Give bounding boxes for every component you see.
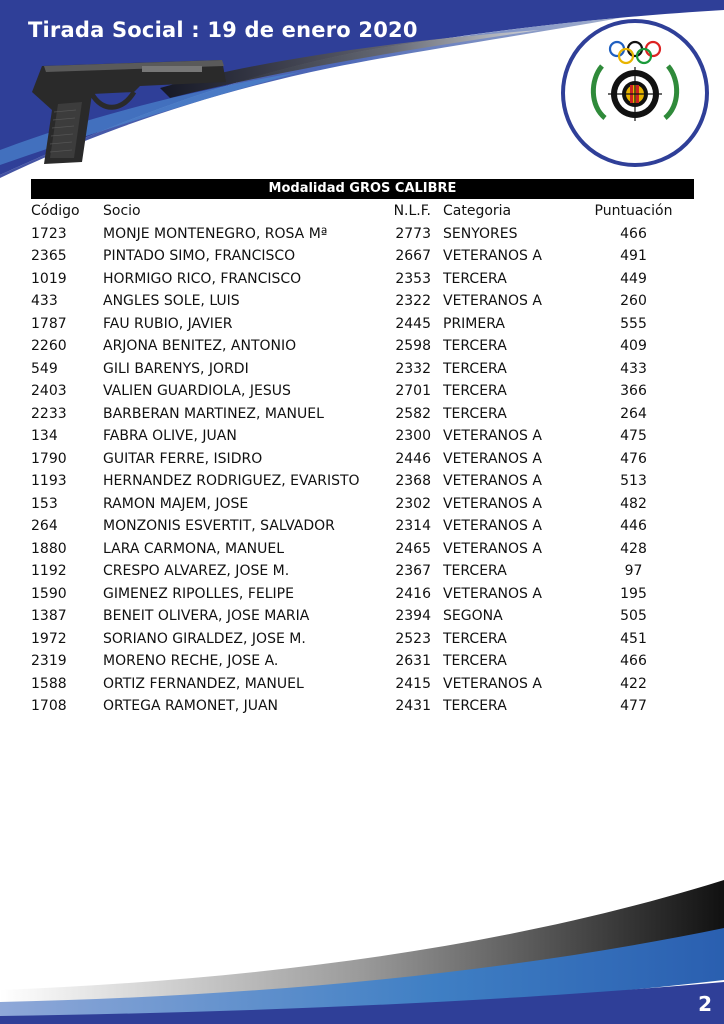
cell-member: FABRA OLIVE, JUAN (103, 428, 237, 445)
cell-member: ANGLES SOLE, LUIS (103, 293, 240, 310)
cell-category: VETERANOS A (443, 248, 542, 265)
cell-nlf: 2314 (395, 518, 431, 535)
page-number: 2 (698, 992, 712, 1016)
cell-member: HORMIGO RICO, FRANCISCO (103, 270, 302, 287)
cell-category: TERCERA (443, 698, 507, 715)
cell-nlf: 2368 (395, 473, 431, 490)
cell-category: VETERANOS A (443, 540, 542, 557)
table-row (31, 223, 694, 246)
table-row (31, 313, 694, 336)
modality-band: Modalidad GROS CALIBRE (31, 179, 694, 199)
cell-category: VETERANOS A (443, 585, 542, 602)
cell-category: VETERANOS A (443, 518, 542, 535)
cell-category: PRIMERA (443, 315, 505, 332)
table-row (31, 380, 694, 403)
column-header-category: Categoria (443, 203, 512, 220)
cell-code: 264 (31, 518, 58, 535)
cell-nlf: 2445 (395, 315, 431, 332)
table-row (31, 493, 694, 516)
cell-nlf: 2446 (395, 450, 431, 467)
table-row (31, 560, 694, 583)
column-header-code: Código (31, 203, 80, 220)
cell-member: FAU RUBIO, JAVIER (103, 315, 233, 332)
cell-member: CRESPO ALVAREZ, JOSE M. (103, 563, 290, 580)
cell-code: 1723 (31, 225, 67, 242)
cell-score: 446 (620, 518, 647, 535)
cell-code: 1019 (31, 270, 67, 287)
cell-member: GILI BARENYS, JORDI (103, 360, 249, 377)
cell-score: 97 (624, 563, 643, 580)
cell-score: 476 (620, 450, 647, 467)
cell-score: 482 (620, 495, 647, 512)
cell-category: VETERANOS A (443, 428, 542, 445)
table-row (31, 583, 694, 606)
table-row (31, 673, 694, 696)
cell-code: 2319 (31, 653, 67, 670)
cell-code: 1880 (31, 540, 67, 557)
cell-member: GIMENEZ RIPOLLES, FELIPE (103, 585, 294, 602)
table-row (31, 403, 694, 426)
cell-nlf: 2598 (395, 338, 431, 355)
footer-background (0, 870, 724, 1024)
cell-code: 1588 (31, 675, 67, 692)
cell-score: 475 (620, 428, 647, 445)
cell-member: ARJONA BENITEZ, ANTONIO (103, 338, 297, 355)
cell-nlf: 2701 (395, 383, 431, 400)
cell-category: VETERANOS A (443, 450, 542, 467)
cell-code: 1193 (31, 473, 67, 490)
cell-score: 422 (620, 675, 647, 692)
results-table-body (31, 223, 694, 718)
cell-code: 153 (31, 495, 58, 512)
cell-nlf: 2631 (395, 653, 431, 670)
table-row (31, 695, 694, 718)
cell-nlf: 2667 (395, 248, 431, 265)
cell-category: TERCERA (443, 653, 507, 670)
cell-nlf: 2300 (395, 428, 431, 445)
column-header-score: Puntuación (594, 203, 673, 220)
cell-score: 466 (620, 225, 647, 242)
cell-score: 260 (620, 293, 647, 310)
cell-member: RAMON MAJEM, JOSE (103, 495, 249, 512)
cell-nlf: 2394 (395, 608, 431, 625)
club-logo (560, 18, 710, 168)
table-row (31, 448, 694, 471)
cell-member: MORENO RECHE, JOSE A. (103, 653, 279, 670)
cell-score: 513 (620, 473, 647, 490)
table-row (31, 628, 694, 651)
table-header-row (31, 200, 694, 223)
cell-category: TERCERA (443, 383, 507, 400)
cell-category: TERCERA (443, 563, 507, 580)
cell-code: 1708 (31, 698, 67, 715)
column-header-member: Socio (103, 203, 141, 220)
cell-score: 449 (620, 270, 647, 287)
cell-score: 195 (620, 585, 647, 602)
cell-category: VETERANOS A (443, 495, 542, 512)
cell-score: 428 (620, 540, 647, 557)
cell-score: 409 (620, 338, 647, 355)
cell-score: 366 (620, 383, 647, 400)
table-row (31, 425, 694, 448)
cell-code: 134 (31, 428, 58, 445)
cell-nlf: 2415 (395, 675, 431, 692)
cell-category: TERCERA (443, 270, 507, 287)
cell-code: 1790 (31, 450, 67, 467)
cell-nlf: 2353 (395, 270, 431, 287)
cell-code: 549 (31, 360, 58, 377)
pistol-icon (22, 52, 232, 172)
cell-score: 491 (620, 248, 647, 265)
cell-category: SEGONA (443, 608, 503, 625)
cell-nlf: 2416 (395, 585, 431, 602)
cell-code: 433 (31, 293, 58, 310)
cell-nlf: 2773 (395, 225, 431, 242)
cell-member: BENEIT OLIVERA, JOSE MARIA (103, 608, 310, 625)
table-row (31, 538, 694, 561)
cell-member: LARA CARMONA, MANUEL (103, 540, 285, 557)
cell-member: GUITAR FERRE, ISIDRO (103, 450, 263, 467)
cell-score: 466 (620, 653, 647, 670)
table-row (31, 470, 694, 493)
cell-code: 1972 (31, 630, 67, 647)
cell-member: ORTEGA RAMONET, JUAN (103, 698, 279, 715)
cell-category: TERCERA (443, 360, 507, 377)
cell-member: BARBERAN MARTINEZ, MANUEL (103, 405, 324, 422)
cell-member: ORTIZ FERNANDEZ, MANUEL (103, 675, 304, 692)
cell-nlf: 2582 (395, 405, 431, 422)
table-row (31, 515, 694, 538)
cell-code: 2365 (31, 248, 67, 265)
cell-score: 505 (620, 608, 647, 625)
cell-member: PINTADO SIMO, FRANCISCO (103, 248, 296, 265)
cell-member: MONZONIS ESVERTIT, SALVADOR (103, 518, 335, 535)
table-row (31, 268, 694, 291)
cell-code: 2260 (31, 338, 67, 355)
table-row (31, 335, 694, 358)
cell-nlf: 2302 (395, 495, 431, 512)
cell-score: 264 (620, 405, 647, 422)
cell-score: 555 (620, 315, 647, 332)
cell-code: 1387 (31, 608, 67, 625)
cell-category: TERCERA (443, 338, 507, 355)
cell-category: TERCERA (443, 630, 507, 647)
cell-category: VETERANOS A (443, 473, 542, 490)
page-title: Tirada Social : 19 de enero 2020 (28, 18, 418, 42)
cell-member: HERNANDEZ RODRIGUEZ, EVARISTO (103, 473, 360, 490)
column-header-nlf: N.L.F. (393, 203, 431, 220)
cell-category: TERCERA (443, 405, 507, 422)
cell-nlf: 2431 (395, 698, 431, 715)
cell-member: SORIANO GIRALDEZ, JOSE M. (103, 630, 306, 647)
cell-score: 451 (620, 630, 647, 647)
results-table (31, 200, 694, 718)
cell-category: VETERANOS A (443, 675, 542, 692)
cell-score: 477 (620, 698, 647, 715)
cell-member: MONJE MONTENEGRO, ROSA Mª (103, 225, 328, 242)
cell-code: 1590 (31, 585, 67, 602)
cell-nlf: 2367 (395, 563, 431, 580)
cell-code: 2403 (31, 383, 67, 400)
table-row (31, 605, 694, 628)
cell-category: VETERANOS A (443, 293, 542, 310)
cell-code: 2233 (31, 405, 67, 422)
cell-member: VALIEN GUARDIOLA, JESUS (103, 383, 291, 400)
table-row (31, 290, 694, 313)
cell-nlf: 2332 (395, 360, 431, 377)
cell-code: 1787 (31, 315, 67, 332)
cell-category: SENYORES (443, 225, 518, 242)
cell-score: 433 (620, 360, 647, 377)
table-row (31, 245, 694, 268)
cell-nlf: 2322 (395, 293, 431, 310)
cell-nlf: 2465 (395, 540, 431, 557)
table-row (31, 650, 694, 673)
table-row (31, 358, 694, 381)
cell-nlf: 2523 (395, 630, 431, 647)
cell-code: 1192 (31, 563, 67, 580)
